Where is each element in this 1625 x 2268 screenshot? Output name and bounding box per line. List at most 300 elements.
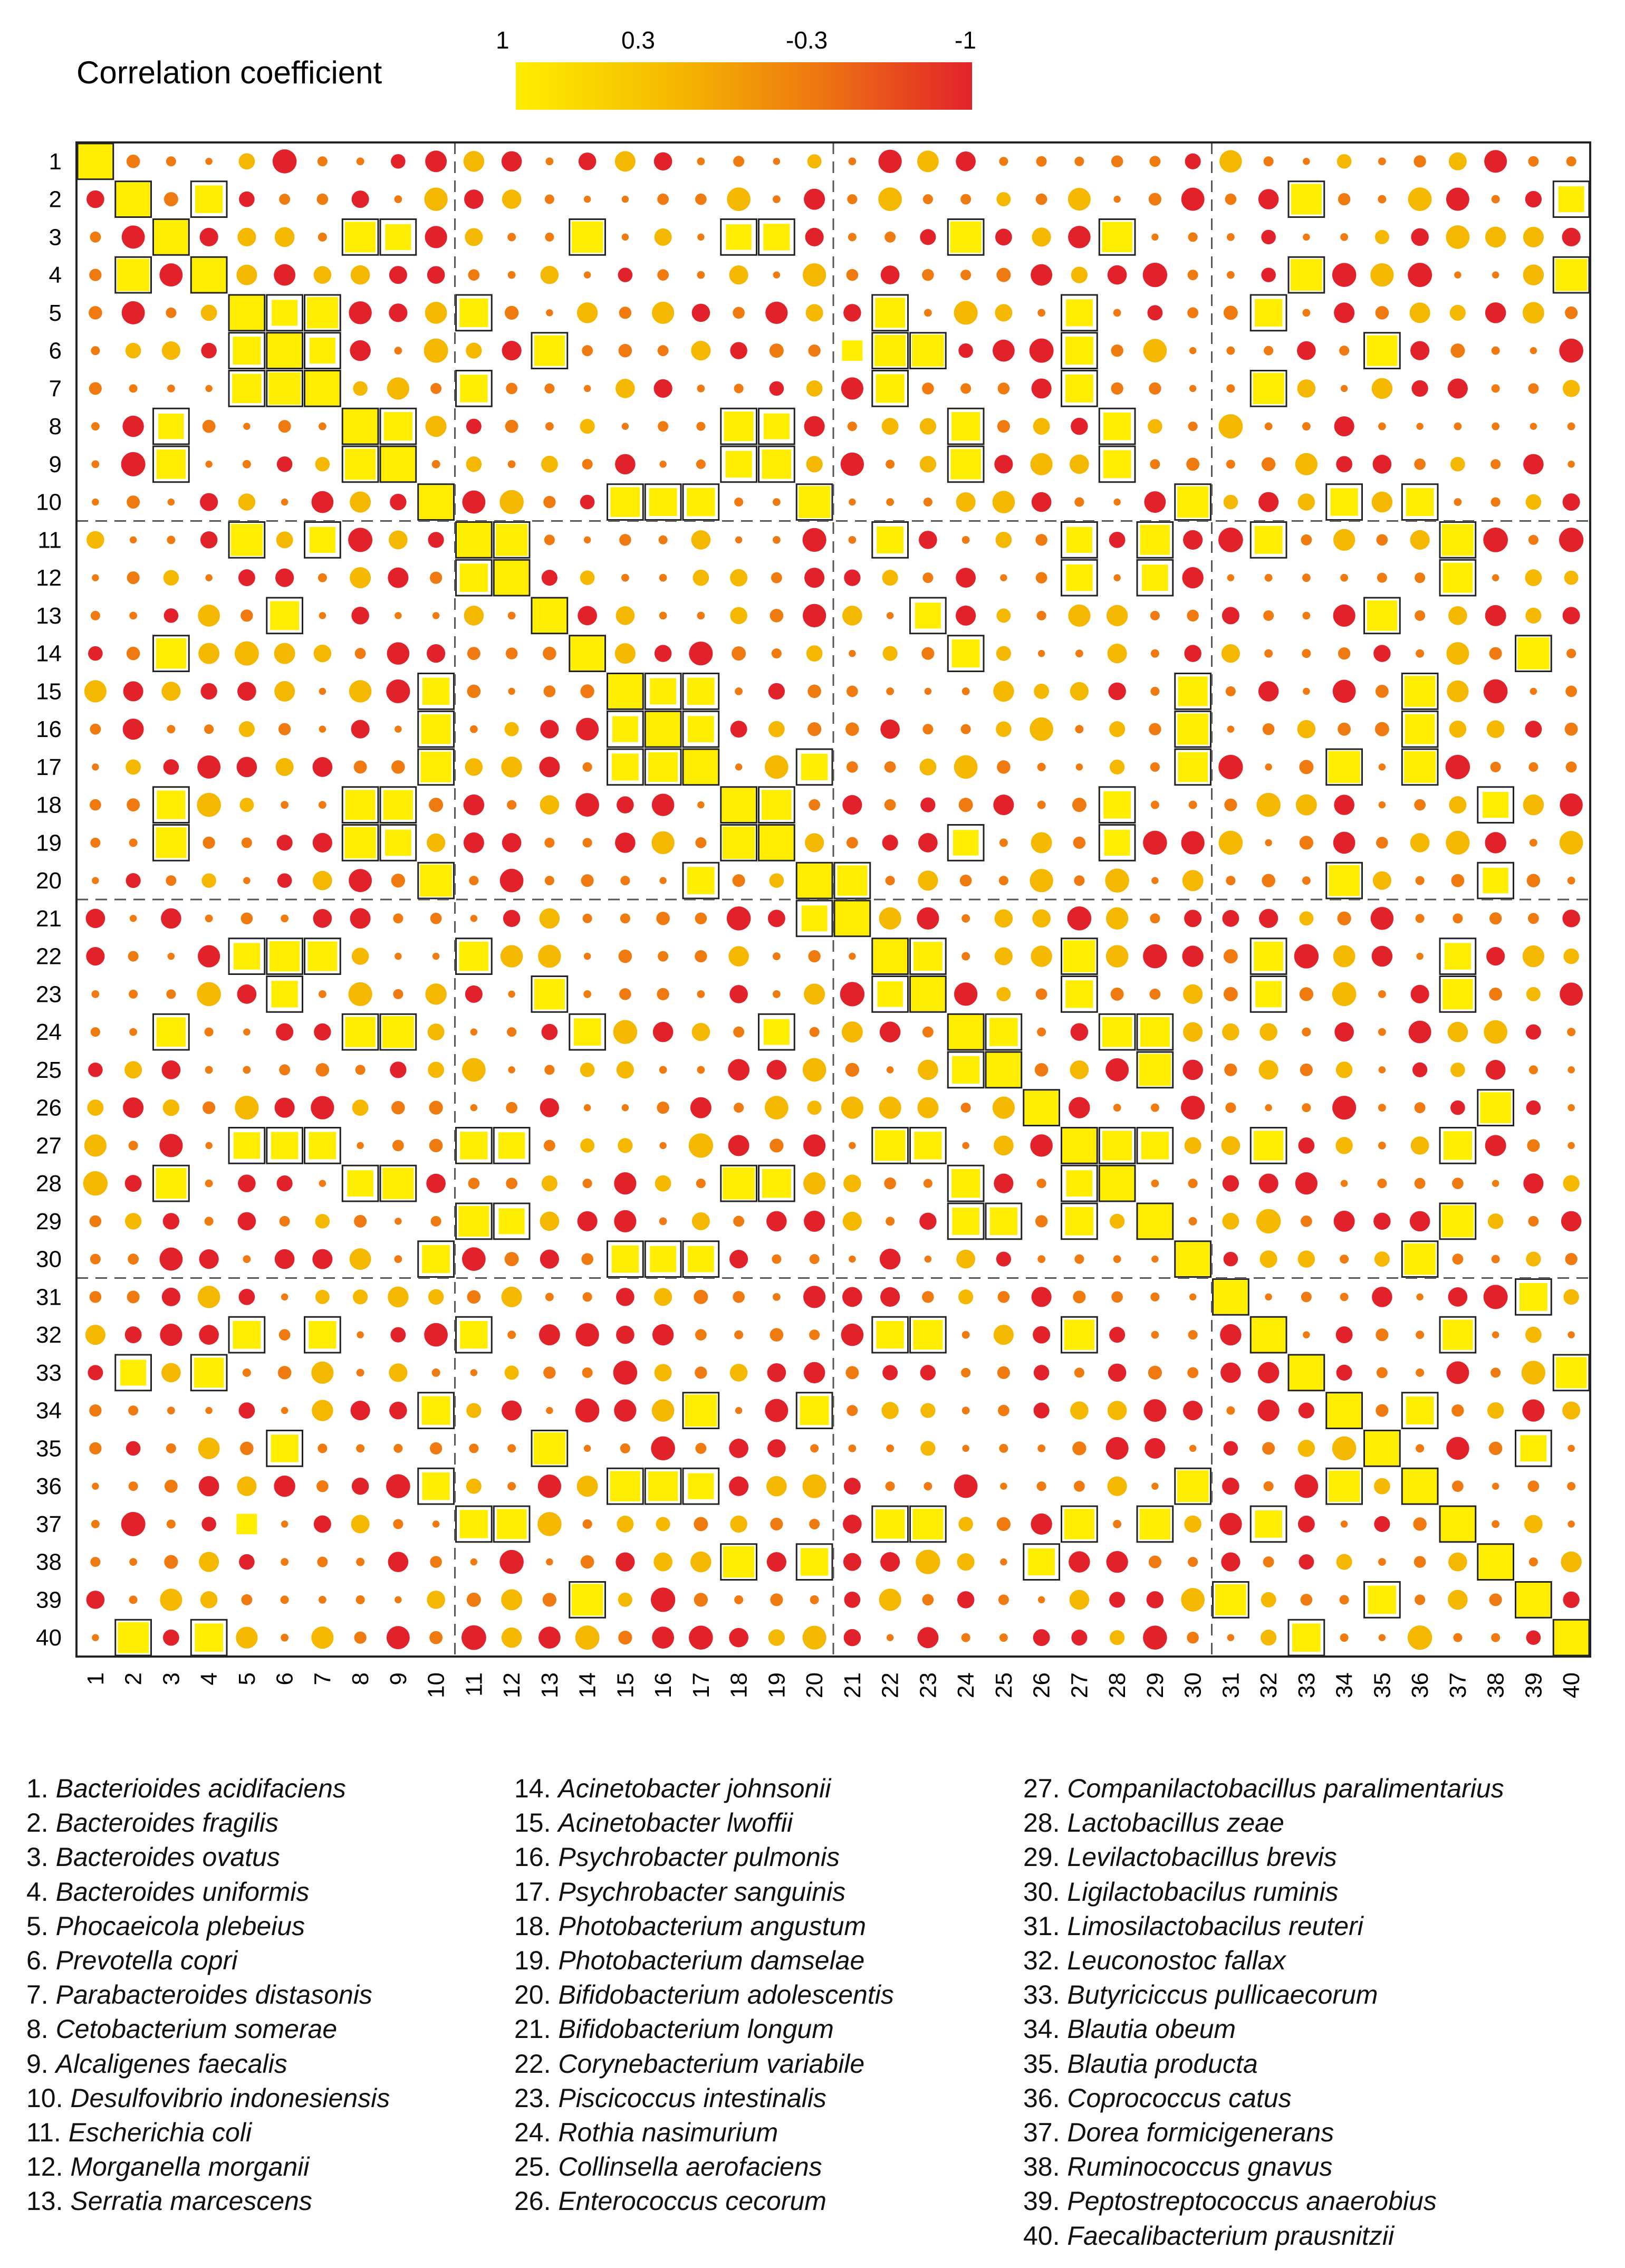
cell-25-29 [1139, 1054, 1171, 1086]
cell-23-24 [954, 982, 977, 1006]
cell-9-24 [950, 449, 980, 479]
cell-27-19 [770, 1138, 783, 1152]
cell-15-26 [1034, 684, 1049, 699]
cell-34-34 [1327, 1393, 1361, 1428]
cell-29-33 [1301, 1216, 1312, 1227]
cell-4-18 [729, 265, 748, 284]
cell-31-17 [694, 1290, 708, 1304]
cell-18-30 [1189, 801, 1197, 809]
cell-18-28 [1103, 791, 1131, 819]
cell-19-8 [344, 827, 376, 858]
cell-27-23 [914, 1132, 941, 1159]
cell-14-4 [198, 643, 219, 664]
x-tick-3: 3 [158, 1672, 185, 1686]
cell-34-17 [685, 1394, 717, 1427]
cell-25-1 [88, 1063, 103, 1077]
cell-31-2 [127, 1290, 140, 1303]
cell-37-32 [1255, 1510, 1282, 1538]
cell-31-13 [545, 1293, 554, 1301]
cell-26-16 [657, 1102, 669, 1114]
cell-6-16 [658, 345, 669, 356]
cell-22-16 [658, 951, 668, 962]
cell-29-9 [395, 1218, 401, 1224]
cell-37-36 [1413, 1517, 1427, 1531]
cell-30-8 [350, 1248, 371, 1270]
cell-11-9 [389, 531, 408, 550]
cell-19-2 [129, 838, 138, 847]
cell-3-21 [848, 233, 857, 241]
cell-29-37 [1442, 1205, 1474, 1238]
cell-4-35 [1370, 263, 1393, 286]
cell-5-12 [505, 306, 518, 320]
species-name: Phocaeicola plebeius [55, 1911, 305, 1941]
cell-39-22 [879, 1588, 901, 1611]
cell-1-2 [127, 155, 140, 168]
cell-21-4 [205, 914, 213, 922]
cell-12-8 [350, 567, 371, 588]
cell-25-4 [205, 1066, 213, 1074]
cell-15-22 [886, 687, 894, 695]
cell-30-33 [1298, 1250, 1315, 1267]
cell-12-34 [1340, 574, 1348, 582]
cell-34-19 [765, 1399, 788, 1422]
cell-9-35 [1373, 455, 1392, 474]
cell-6-25 [993, 340, 1015, 362]
cell-29-23 [919, 1213, 936, 1230]
cell-2-1 [86, 190, 104, 208]
cell-11-24 [962, 536, 970, 544]
y-tick-6: 6 [49, 338, 62, 364]
cell-10-11 [462, 491, 485, 514]
species-number: 2. [26, 1808, 56, 1838]
cell-22-18 [728, 946, 749, 966]
cell-17-28 [1110, 760, 1124, 774]
x-tick-11: 11 [461, 1672, 487, 1697]
species-name: Dorea formicigenerans [1067, 2118, 1334, 2147]
cell-18-20 [809, 799, 820, 811]
cell-21-34 [1337, 912, 1351, 925]
cell-28-19 [762, 1169, 791, 1198]
cell-36-12 [507, 1482, 516, 1490]
cell-34-22 [881, 1402, 898, 1419]
cell-35-4 [198, 1438, 220, 1459]
cell-18-23 [920, 797, 935, 812]
cell-23-13 [534, 979, 565, 1009]
cell-38-1 [90, 1557, 100, 1567]
cell-1-34 [1337, 154, 1352, 169]
species-number: 39. [1023, 2186, 1068, 2216]
cell-2-7 [317, 194, 329, 205]
cell-2-12 [502, 189, 522, 209]
species-entry-10 [26, 2081, 390, 2116]
cell-13-12 [508, 611, 516, 619]
cell-19-15 [615, 832, 636, 853]
cell-39-34 [1340, 1595, 1349, 1604]
cell-12-13 [542, 570, 557, 586]
cell-27-27 [1062, 1128, 1097, 1163]
cell-26-21 [841, 1097, 863, 1119]
cell-24-30 [1183, 1022, 1203, 1042]
cell-25-24 [952, 1056, 979, 1084]
cell-10-28 [1113, 499, 1120, 505]
cell-20-25 [999, 876, 1008, 885]
cell-21-26 [1032, 910, 1051, 928]
cell-10-38 [1491, 497, 1501, 507]
x-tick-37: 37 [1445, 1672, 1471, 1698]
cell-12-5 [238, 569, 255, 586]
cell-35-18 [729, 1439, 748, 1458]
cell-24-7 [314, 1023, 331, 1040]
cell-31-35 [1372, 1287, 1392, 1307]
cell-5-24 [954, 301, 978, 324]
cell-37-28 [1113, 1520, 1121, 1528]
cell-32-38 [1492, 1331, 1499, 1338]
y-tick-13: 13 [36, 602, 62, 629]
species-number: 24. [514, 2118, 559, 2147]
cell-15-30 [1178, 676, 1208, 706]
cell-24-34 [1334, 1022, 1354, 1042]
cell-6-35 [1367, 336, 1397, 366]
cell-36-34 [1329, 1470, 1360, 1501]
cell-11-2 [130, 537, 137, 543]
cell-35-12 [507, 1444, 516, 1452]
cell-17-39 [1528, 762, 1538, 772]
cell-36-26 [1037, 1481, 1046, 1491]
cell-3-35 [1375, 230, 1389, 244]
species-name: Prevotella copri [55, 1946, 238, 1975]
cell-22-32 [1254, 942, 1283, 971]
cell-19-33 [1300, 836, 1313, 849]
cell-7-27 [1065, 375, 1093, 403]
cell-20-37 [1451, 874, 1464, 887]
cell-13-35 [1367, 600, 1397, 630]
x-tick-12: 12 [499, 1672, 525, 1698]
cell-16-36 [1405, 714, 1435, 744]
cell-9-1 [91, 460, 99, 468]
cell-18-5 [239, 798, 254, 812]
cell-29-22 [886, 1217, 895, 1226]
y-tick-21: 21 [36, 905, 62, 932]
y-tick-32: 32 [36, 1322, 62, 1348]
cell-34-11 [466, 1403, 481, 1418]
cell-19-20 [805, 833, 824, 852]
cell-23-5 [237, 984, 257, 1004]
cell-7-39 [1528, 383, 1539, 394]
cell-33-13 [543, 1366, 555, 1379]
cell-24-14 [574, 1018, 601, 1046]
cell-2-9 [394, 195, 402, 203]
cell-23-32 [1255, 981, 1282, 1008]
species-entry-11 [26, 2116, 252, 2150]
cell-20-23 [918, 870, 938, 891]
cell-7-31 [1226, 384, 1235, 393]
cell-2-28 [1113, 196, 1120, 203]
cell-31-38 [1484, 1285, 1508, 1309]
cell-17-25 [997, 760, 1011, 774]
y-tick-38: 38 [36, 1549, 62, 1575]
cell-30-34 [1340, 1255, 1349, 1264]
cell-39-29 [1147, 1591, 1164, 1608]
cell-37-25 [997, 1517, 1011, 1531]
cell-39-18 [734, 1595, 743, 1604]
cell-15-8 [349, 680, 372, 703]
cell-38-31 [1221, 1553, 1240, 1572]
cell-20-13 [545, 876, 554, 885]
cell-18-31 [1224, 799, 1237, 811]
cell-7-5 [232, 374, 262, 404]
cell-12-29 [1142, 564, 1168, 591]
cell-21-1 [86, 909, 105, 929]
cell-39-10 [427, 1591, 445, 1609]
cell-17-30 [1178, 752, 1208, 782]
cell-9-32 [1262, 457, 1275, 471]
cell-15-25 [993, 681, 1014, 702]
cell-26-37 [1450, 1100, 1465, 1115]
cell-37-20 [809, 1519, 820, 1529]
cell-29-1 [90, 1216, 102, 1228]
cell-31-11 [467, 1290, 481, 1304]
cell-40-35 [1379, 1634, 1386, 1641]
cell-30-9 [394, 1255, 402, 1263]
cell-12-35 [1377, 573, 1387, 583]
cell-14-36 [1416, 649, 1424, 658]
cell-7-15 [616, 379, 635, 398]
cell-32-3 [160, 1324, 182, 1346]
cell-34-23 [920, 1403, 935, 1418]
cell-6-6 [267, 333, 302, 368]
cell-4-23 [922, 269, 934, 281]
cell-22-24 [961, 952, 970, 961]
cell-30-40 [1565, 1253, 1577, 1265]
y-tick-36: 36 [36, 1473, 62, 1500]
cell-39-20 [810, 1595, 819, 1604]
cell-28-23 [924, 1179, 932, 1188]
cell-18-11 [464, 795, 485, 816]
cell-38-36 [1414, 1556, 1426, 1568]
cell-22-14 [584, 953, 591, 960]
cell-14-10 [427, 644, 445, 663]
cell-8-4 [203, 420, 216, 433]
cell-35-21 [848, 1444, 856, 1452]
cell-22-11 [459, 942, 489, 971]
cell-19-13 [544, 838, 554, 848]
cell-7-30 [1189, 385, 1196, 392]
cell-19-27 [1073, 837, 1085, 849]
cell-15-39 [1530, 688, 1537, 695]
cell-1-13 [545, 157, 553, 165]
species-number: 13. [26, 2186, 71, 2216]
cell-25-12 [508, 1066, 515, 1073]
species-number: 26. [514, 2186, 559, 2216]
cell-19-25 [999, 838, 1008, 847]
cell-4-37 [1454, 271, 1461, 278]
cell-28-28 [1100, 1166, 1134, 1201]
cell-40-36 [1408, 1625, 1432, 1650]
cell-26-9 [391, 1101, 405, 1115]
cell-8-11 [466, 419, 482, 434]
cell-36-36 [1403, 1469, 1437, 1504]
y-tick-40: 40 [36, 1625, 62, 1651]
cell-20-6 [277, 873, 292, 888]
cell-3-29 [1151, 234, 1158, 241]
cell-32-15 [616, 1326, 634, 1344]
cell-33-22 [882, 1365, 898, 1380]
cell-12-37 [1443, 563, 1473, 593]
cell-28-35 [1377, 1179, 1387, 1188]
cell-32-32 [1252, 1318, 1286, 1352]
cell-19-34 [1333, 831, 1355, 854]
cell-38-11 [470, 1558, 477, 1565]
cell-13-11 [464, 606, 484, 626]
cell-13-16 [659, 611, 667, 619]
cell-17-23 [919, 759, 936, 776]
cell-30-24 [956, 1250, 975, 1269]
cell-40-13 [539, 1626, 561, 1649]
cell-36-8 [352, 1478, 369, 1495]
cell-5-20 [806, 304, 823, 321]
cell-24-5 [243, 1028, 250, 1035]
cell-36-33 [1295, 1475, 1319, 1498]
cell-6-27 [1065, 337, 1093, 365]
cell-7-28 [1111, 382, 1123, 395]
cell-10-14 [580, 495, 595, 510]
cell-9-40 [1568, 461, 1574, 467]
cell-30-19 [772, 1255, 781, 1264]
cell-17-27 [1076, 763, 1083, 770]
cell-38-13 [546, 1558, 553, 1565]
cell-1-18 [733, 156, 744, 167]
cell-9-33 [1295, 453, 1318, 475]
cell-2-21 [847, 194, 857, 204]
cell-33-34 [1336, 1365, 1352, 1381]
x-tick-17: 17 [688, 1672, 714, 1698]
cell-25-27 [1070, 1060, 1089, 1079]
cell-38-30 [1188, 1557, 1198, 1567]
cell-21-38 [1489, 912, 1502, 924]
cell-40-17 [689, 1625, 713, 1650]
cell-27-26 [1030, 1134, 1053, 1157]
cell-27-12 [498, 1132, 525, 1159]
cell-15-37 [1447, 681, 1468, 702]
cell-6-22 [874, 335, 906, 366]
species-entry-18 [514, 1909, 866, 1944]
cell-8-39 [1530, 423, 1537, 429]
cell-15-1 [84, 680, 107, 702]
cell-33-4 [194, 1357, 224, 1387]
cell-1-35 [1378, 157, 1386, 165]
y-tick-15: 15 [36, 678, 62, 705]
cell-1-21 [848, 157, 856, 165]
cell-5-36 [1410, 302, 1430, 323]
cell-10-40 [1563, 493, 1580, 511]
cell-5-9 [389, 303, 407, 322]
cell-39-7 [319, 1596, 326, 1604]
cell-22-8 [352, 948, 369, 964]
cell-28-33 [1295, 1172, 1318, 1194]
cell-35-7 [318, 1443, 327, 1453]
cell-29-5 [238, 1212, 256, 1231]
cell-21-29 [1150, 913, 1160, 923]
species-number: 29. [1023, 1842, 1068, 1872]
cell-18-12 [507, 800, 516, 810]
cell-13-38 [1485, 605, 1506, 626]
cell-21-32 [1259, 909, 1278, 928]
cell-24-11 [470, 1028, 477, 1035]
cell-16-7 [319, 725, 326, 732]
cell-9-16 [659, 461, 666, 467]
cell-36-5 [237, 1477, 256, 1496]
cell-36-14 [577, 1476, 598, 1497]
species-entry-29 [1023, 1840, 1337, 1874]
cell-25-22 [887, 1066, 893, 1073]
cell-6-38 [1492, 347, 1500, 355]
cell-15-32 [1258, 681, 1279, 702]
cell-2-40 [1559, 186, 1584, 212]
cell-23-11 [465, 985, 483, 1003]
cell-16-10 [421, 714, 451, 744]
cell-1-39 [1528, 156, 1539, 167]
cell-3-32 [1261, 230, 1276, 245]
cell-32-14 [575, 1323, 599, 1346]
y-tick-26: 26 [36, 1095, 62, 1121]
cell-22-3 [168, 953, 175, 960]
cell-25-36 [1412, 1063, 1427, 1077]
species-name: Escherichia coli [68, 2118, 252, 2147]
cell-24-19 [764, 1019, 790, 1045]
cell-33-15 [613, 1361, 638, 1385]
cell-30-16 [650, 1246, 676, 1272]
cell-27-11 [460, 1132, 487, 1159]
y-tick-14: 14 [36, 640, 62, 667]
cell-23-30 [1183, 984, 1203, 1004]
cell-20-34 [1329, 865, 1360, 896]
y-tick-11: 11 [37, 527, 62, 553]
cell-8-36 [1416, 423, 1423, 429]
cell-18-17 [697, 801, 704, 808]
cell-27-22 [875, 1130, 906, 1161]
cell-19-23 [918, 833, 938, 853]
cell-3-38 [1485, 227, 1506, 248]
cell-40-6 [281, 1634, 289, 1642]
cell-14-7 [314, 645, 332, 663]
cell-38-5 [239, 1554, 255, 1570]
cell-20-40 [1568, 877, 1575, 885]
cell-35-38 [1489, 1442, 1503, 1456]
cell-34-18 [735, 1407, 742, 1414]
cell-25-10 [428, 1062, 444, 1078]
cell-33-8 [357, 1369, 364, 1376]
cell-18-9 [383, 790, 413, 820]
cell-15-19 [768, 683, 785, 700]
cell-1-26 [1036, 156, 1047, 167]
cell-10-37 [1454, 498, 1461, 506]
cell-36-23 [924, 1482, 932, 1490]
cell-36-17 [688, 1473, 714, 1499]
cell-35-30 [1189, 1445, 1196, 1452]
cell-36-32 [1264, 1481, 1274, 1491]
cell-1-9 [391, 154, 406, 169]
cell-17-22 [884, 761, 896, 773]
cell-6-11 [466, 343, 482, 359]
cell-26-31 [1225, 1103, 1236, 1113]
species-name: Bifidobacterium adolescentis [558, 1980, 894, 2010]
y-tick-27: 27 [36, 1133, 62, 1159]
cell-10-16 [649, 488, 677, 516]
cell-16-22 [880, 720, 900, 739]
species-number: 14. [514, 1774, 559, 1803]
cell-15-29 [1150, 687, 1159, 696]
species-entry-21 [514, 2012, 834, 2046]
